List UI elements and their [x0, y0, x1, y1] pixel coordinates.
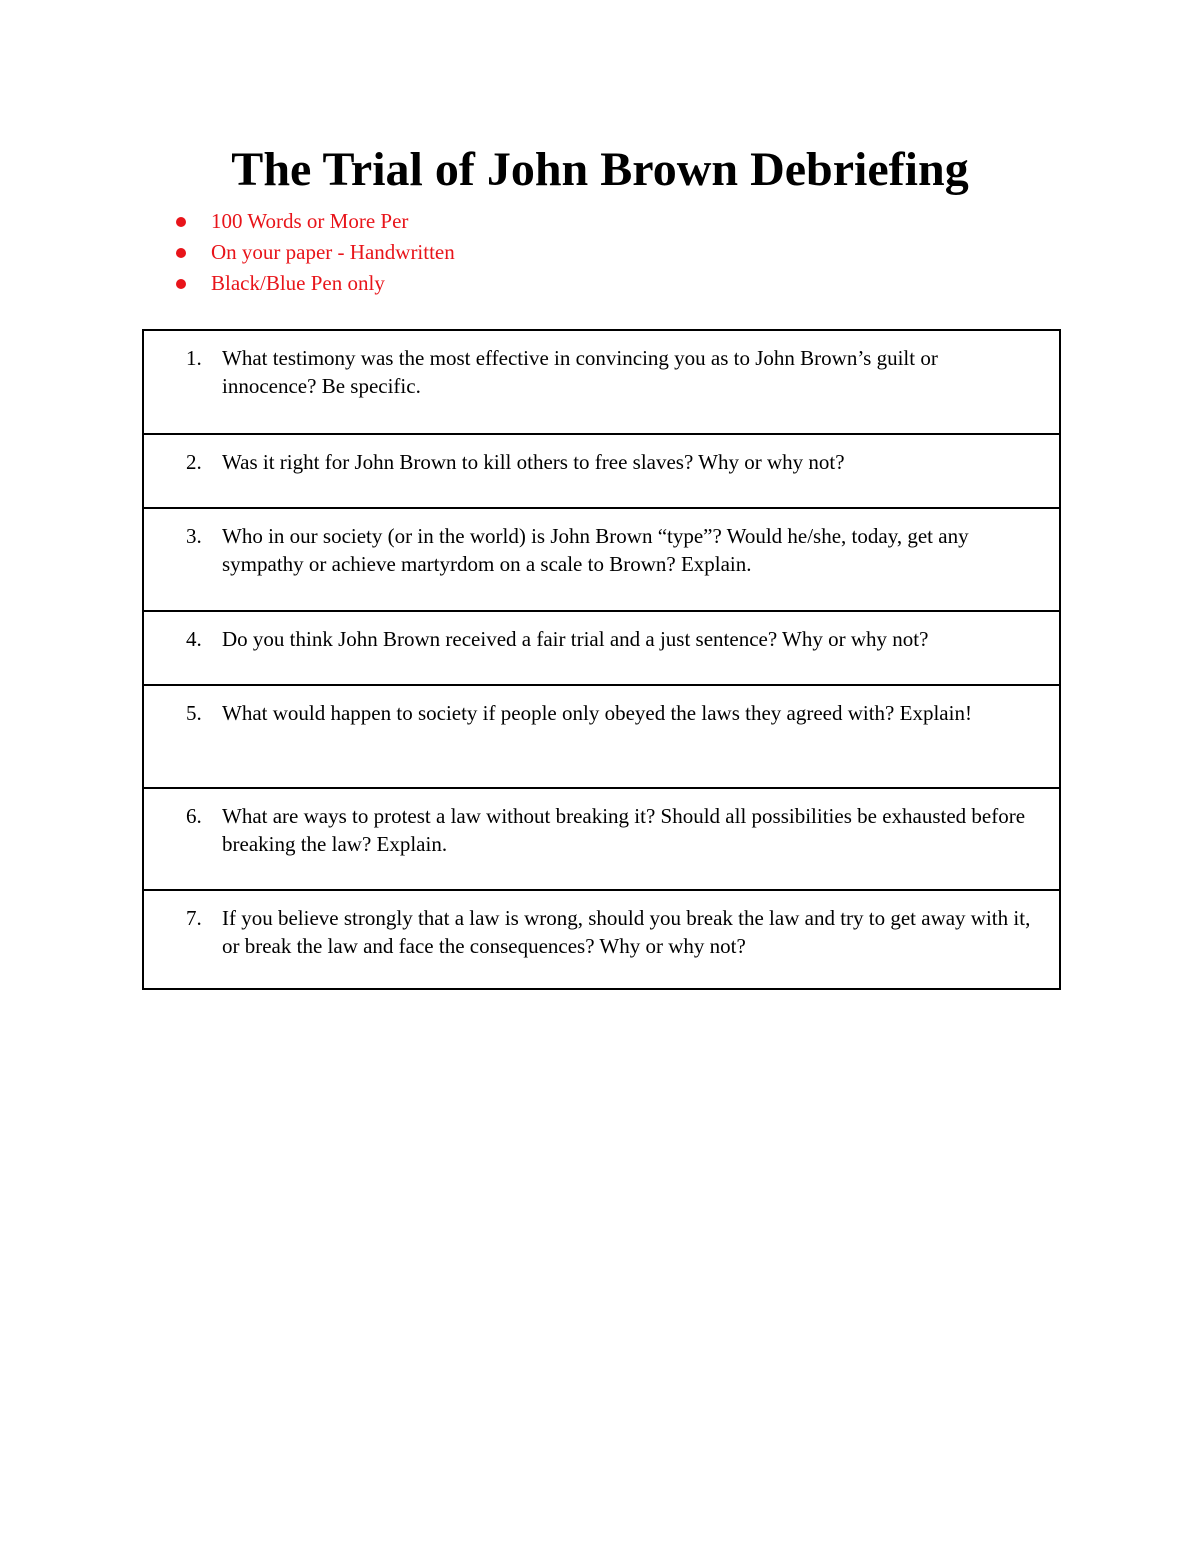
question-text: Who in our society (or in the world) is John Brown “type”? Would he/she, today, get any sympathy or achieve martyrdom on a scale to Brown? Explain.	[222, 524, 969, 576]
question-text: Was it right for John Brown to kill others to free slaves? Why or why not?	[222, 450, 845, 474]
question-text: What testimony was the most effective in convincing you as to John Brown’s guilt or innocence? Be specific.	[222, 346, 938, 398]
question-row	[143, 434, 1060, 508]
question-cell	[143, 788, 1060, 890]
page-title: The Trial of John Brown Debriefing	[231, 143, 969, 196]
question-number: 2.	[186, 450, 202, 474]
question-row	[143, 611, 1060, 685]
instruction-list	[176, 206, 455, 299]
question-text: What are ways to protest a law without breaking it? Should all possibilities be exhausted before breaking the law? Explain.	[222, 804, 1026, 856]
question-number: 7.	[186, 906, 202, 930]
instruction-text: Black/Blue Pen only	[211, 271, 385, 295]
question-number: 6.	[186, 804, 202, 828]
question-text: Do you think John Brown received a fair trial and a just sentence? Why or why not?	[222, 627, 929, 651]
question-number: 1.	[186, 346, 202, 370]
question-text: What would happen to society if people only obeyed the laws they agreed with? Explain!	[222, 701, 972, 725]
question-cell	[143, 434, 1060, 508]
question-row	[143, 788, 1060, 890]
questions-table	[142, 329, 1061, 990]
instruction-item	[176, 237, 455, 268]
question-cell	[143, 890, 1060, 989]
question-row	[143, 508, 1060, 611]
question-row	[143, 330, 1060, 434]
instruction-text: On your paper - Handwritten	[211, 240, 455, 264]
question-number: 3.	[186, 524, 202, 548]
bullet-dot-icon	[176, 217, 186, 227]
question-cell	[143, 685, 1060, 788]
question-text: If you believe strongly that a law is wrong, should you break the law and try to get away with it, or break the law and face the consequences? Why or why not?	[222, 906, 1031, 958]
question-number: 5.	[186, 701, 202, 725]
bullet-dot-icon	[176, 279, 186, 289]
question-cell	[143, 330, 1060, 434]
question-number: 4.	[186, 627, 202, 651]
instruction-item	[176, 206, 455, 237]
question-cell	[143, 508, 1060, 611]
question-row	[143, 890, 1060, 989]
question-row	[143, 685, 1060, 788]
instruction-item	[176, 268, 455, 299]
bullet-dot-icon	[176, 248, 186, 258]
instruction-text: 100 Words or More Per	[211, 209, 409, 233]
question-cell	[143, 611, 1060, 685]
